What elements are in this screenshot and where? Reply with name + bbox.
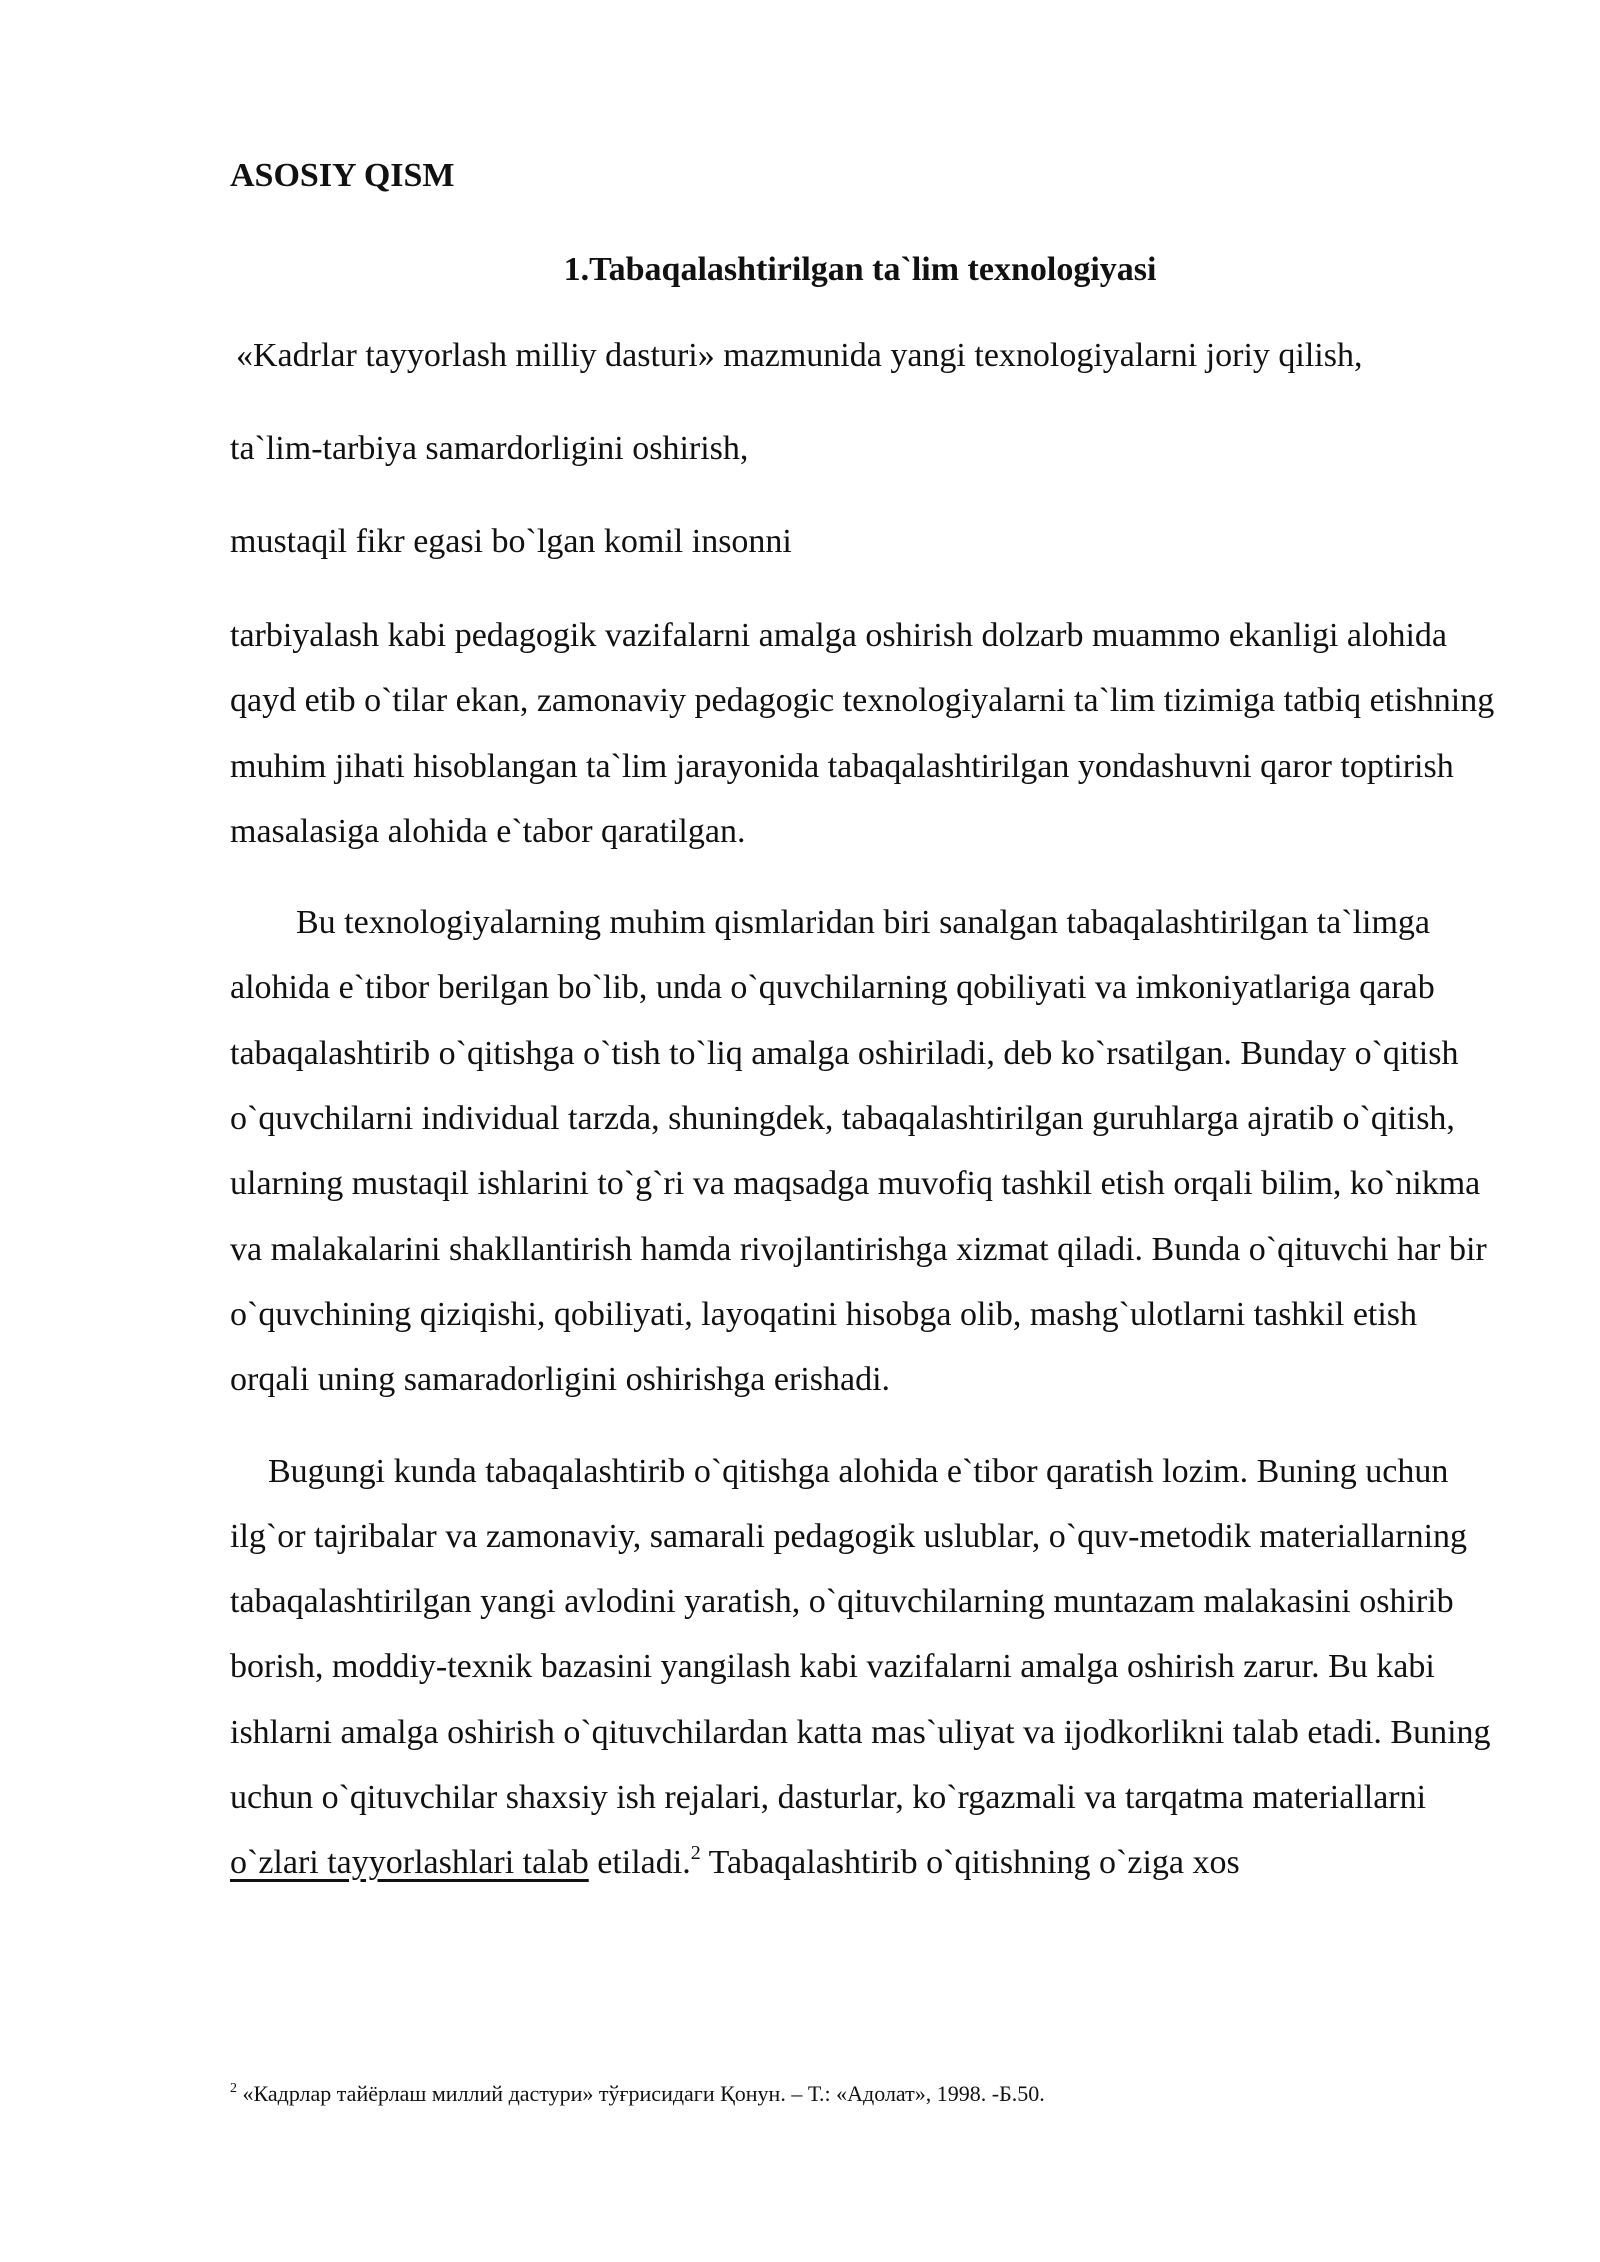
paragraph-3-text: Bugungi kunda tabaqalashtirib o`qitishga alohida e`tibor qaratish lozim. Buning uchun ilg`or tajribalar va zamonaviy, samarali pedagogik uslublar, o`quv-metodik materiallarning tabaqalashtirilgan yangi avlodini yaratish, o`qituvchilarning muntazam malakasini oshirib borish, moddiy-texnik bazasini yangilash kabi vazifalarni amalga oshirish zarur. Bu kabi ishlarni amalga oshirish o`qituvchilardan katta mas`uliyat va ijodkorlikni talab etadi. Buning uchun o`qituvchilar shaxsiy ish rejalari, dasturlar, ko`rgazmali va tarqatma materiallarni <box>230 1452 1491 1817</box>
section-heading: ASOSIY QISM <box>230 157 455 194</box>
underlined-phrase: o`zlari tayyorlashlari talab <box>230 1844 589 1882</box>
intro-line-3: mustaqil fikr egasi bo`lgan komil insonni <box>230 523 792 560</box>
paragraph-3-text-end: Tabaqalashtirib o`qitishning o`ziga xos <box>700 1844 1240 1882</box>
document-page <box>230 150 1500 1922</box>
paragraph-3-text-after: etiladi. <box>588 1844 691 1882</box>
paragraph-3 <box>230 1439 1500 1896</box>
paragraph-2: Bu texnologiyalarning muhim qismlaridan biri sanalgan tabaqalashtirilgan ta`limga alohida e`tibor berilgan bo`lib, unda o`quvchilarning qobiliyati va imkoniyatlariga qarab tabaqalashtirib o`qitishga o`tish to`liq amalga oshiriladi, deb ko`rsatilgan. Bunday o`qitish o`quvchilarni individual tarzda, shuningdek, tabaqalashtirilgan guruhlarga ajratib o`qitish, ularning mustaqil ishlarini to`g`ri va maqsadga muvofiq tashkil etish orqali bilim, ko`nikma va malakalarini shakllantirish hamda rivojlantirishga xizmat qiladi. Bunda o`qituvchi har bir o`quvchining qiziqishi, qobiliyati, layoqatini hisobga olib, mashg`ulotlarni tashkil etish orqali uning samaradorligini oshirishga erishadi. <box>230 904 1487 1399</box>
footnote-text: «Кадрлар тайёрлаш миллий дастури» тўғрисидаги Қонун. – Т.: «Адолат», 1998. -Б.50. <box>237 2081 1045 2106</box>
footnote-reference[interactable]: 2 <box>690 1842 701 1865</box>
chapter-title: 1.Tabaqalashtirilgan ta`lim texnologiyasi <box>563 251 1157 288</box>
footnote <box>230 2080 1045 2108</box>
intro-line-1: «Kadrlar tayyorlash milliy dasturi» mazmunida yangi texnologiyalarni joriy qilish, <box>236 337 1363 374</box>
footnote-number: 2 <box>230 2081 237 2096</box>
paragraph-1: tarbiyalash kabi pedagogik vazifalarni amalga oshirish dolzarb muammo ekanligi alohida qayd etib o`tilar ekan, zamonaviy pedagogic texnologiyalarni ta`lim tizimiga tatbiq etishning muhim jihati hisoblangan ta`lim jarayonida tabaqalashtirilgan yondashuvni qaror toptirish masalasiga alohida e`tabor qaratilgan. <box>230 617 1495 850</box>
intro-line-2: ta`lim-tarbiya samardorligini oshirish, <box>230 430 749 467</box>
